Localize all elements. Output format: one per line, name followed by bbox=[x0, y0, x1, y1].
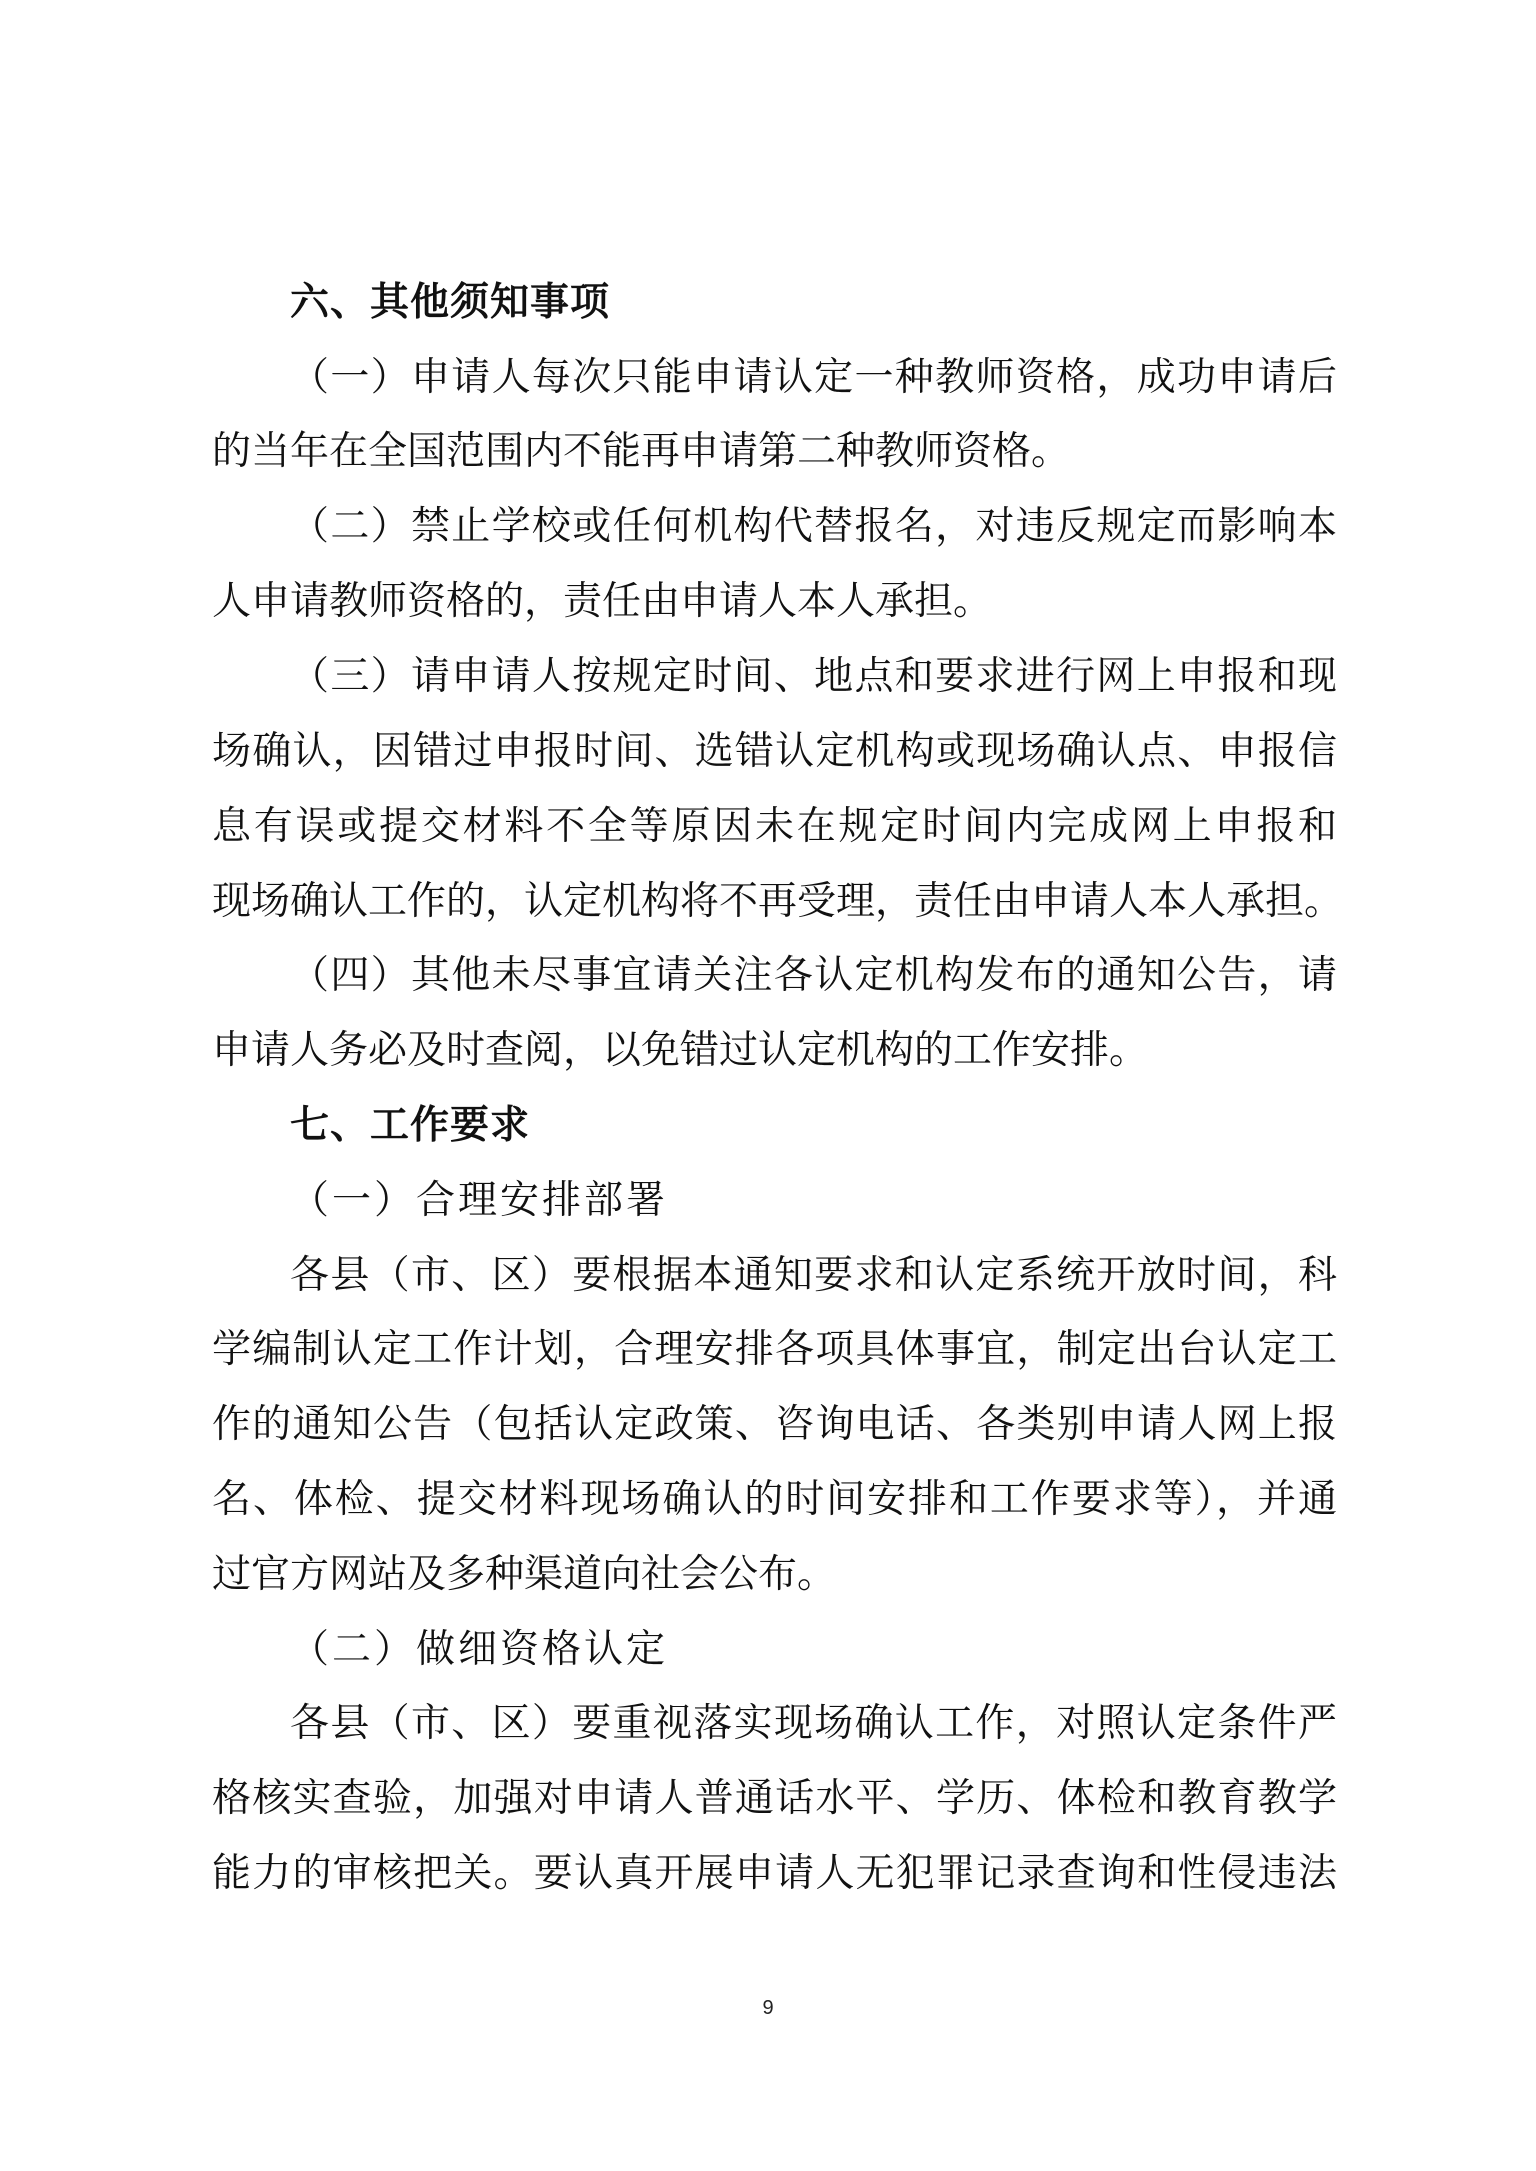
paragraph-line: 各县（市、区）要重视落实现场确认工作，对照认定条件严 bbox=[290, 1701, 1337, 1746]
paragraph-line: （四）其他未尽事宜请关注各认定机构发布的通知公告，请 bbox=[290, 953, 1337, 998]
page-number: 9 bbox=[762, 1997, 774, 2019]
section-6-heading: 六、其他须知事项 bbox=[290, 280, 611, 325]
paragraph-line: 人申请教师资格的，责任由申请人本人承担。 bbox=[212, 579, 993, 624]
paragraph-line: 名、体检、提交材料现场确认的时间安排和工作要求等），并通 bbox=[212, 1477, 1337, 1522]
subsection-heading: （二）做细资格认定 bbox=[290, 1627, 669, 1672]
paragraph-line: 各县（市、区）要根据本通知要求和认定系统开放时间，科 bbox=[290, 1253, 1337, 1298]
paragraph-line: 的当年在全国范围内不能再申请第二种教师资格。 bbox=[212, 429, 1071, 474]
paragraph-line: 场确认，因错过申报时间、选错认定机构或现场确认点、申报信 bbox=[212, 729, 1337, 774]
paragraph-line: 作的通知公告（包括认定政策、咨询电话、各类别申请人网上报 bbox=[212, 1402, 1337, 1447]
paragraph-line: 现场确认工作的，认定机构将不再受理，责任由申请人本人承担。 bbox=[212, 879, 1344, 924]
paragraph-line: （三）请申请人按规定时间、地点和要求进行网上申报和现 bbox=[290, 654, 1337, 699]
paragraph-line: 格核实查验，加强对申请人普通话水平、学历、体检和教育教学 bbox=[212, 1776, 1337, 1821]
paragraph-line: 息有误或提交材料不全等原因未在规定时间内完成网上申报和 bbox=[212, 804, 1337, 849]
paragraph-line: 能力的审核把关。要认真开展申请人无犯罪记录查询和性侵违法 bbox=[212, 1851, 1337, 1896]
paragraph-line: 学编制认定工作计划，合理安排各项具体事宜，制定出台认定工 bbox=[212, 1327, 1337, 1372]
section-7-heading: 七、工作要求 bbox=[290, 1103, 531, 1148]
paragraph-line: 过官方网站及多种渠道向社会公布。 bbox=[212, 1552, 837, 1597]
paragraph-line: （二）禁止学校或任何机构代替报名，对违反规定而影响本 bbox=[290, 504, 1337, 549]
subsection-heading: （一）合理安排部署 bbox=[290, 1178, 669, 1223]
paragraph-line: （一）申请人每次只能申请认定一种教师资格，成功申请后 bbox=[290, 355, 1337, 400]
paragraph-line: 申请人务必及时查阅，以免错过认定机构的工作安排。 bbox=[212, 1028, 1149, 1073]
